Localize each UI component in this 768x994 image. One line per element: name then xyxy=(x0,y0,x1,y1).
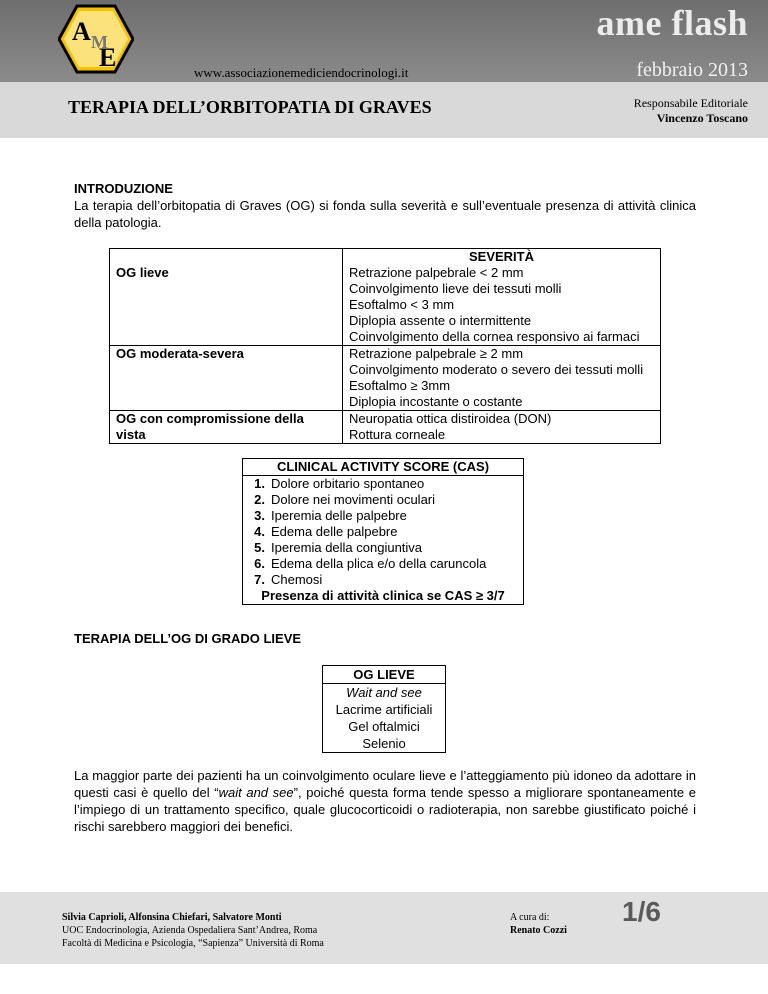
cas-item-text: Edema della plica e/o della caruncola xyxy=(271,556,487,571)
severity-item: Retrazione palpebrale < 2 mm xyxy=(349,265,524,280)
severity-item: Rottura corneale xyxy=(349,427,446,442)
therapy-text-start: La maggior parte dei pazienti ha un coinvolgimento oculare lieve e l’atteggiamento più idoneo da adottare in questi casi è quello del “ xyxy=(74,768,696,800)
therapy-text-end: ”, poiché questa forma tende spesso a migliorare spontaneamente e l’impiego di un trattamento specifico, quale glucocorticoidi o radioterapia, non sarebbe giustificato poiché i rischi sarebbero maggiori dei benefici. xyxy=(74,785,696,834)
og-lieve-item: Wait and see xyxy=(346,685,422,700)
logo-letter-m: M xyxy=(91,32,108,52)
cas-header: CLINICAL ACTIVITY SCORE (CAS) xyxy=(243,459,524,476)
cas-item xyxy=(249,556,517,572)
cas-item xyxy=(249,540,517,556)
cas-item-text: Edema delle palpebre xyxy=(271,524,398,539)
footer-curator: Renato Cozzi xyxy=(510,925,567,936)
og-lieve-item: Selenio xyxy=(362,736,406,751)
page-number: 1/6 xyxy=(622,896,661,927)
brand-title: ame flash xyxy=(596,3,748,43)
cas-item-number: 1. xyxy=(254,476,265,491)
editor-label: Responsabile Editoriale xyxy=(633,96,748,110)
og-lieve-table xyxy=(322,665,446,753)
editor-name: Vincenzo Toscano xyxy=(656,111,748,125)
cas-footer: Presenza di attività clinica se CAS ≥ 3/7 xyxy=(261,588,505,603)
logo-letter-e: E xyxy=(99,43,117,72)
severity-table xyxy=(109,248,661,444)
issue-date: febbraio 2013 xyxy=(636,59,748,81)
cas-list xyxy=(243,476,524,589)
severity-item: Diplopia assente o intermittente xyxy=(349,313,532,328)
footer-curated-label: A cura di: xyxy=(510,912,550,923)
cas-item xyxy=(249,572,517,588)
cas-item xyxy=(249,476,517,492)
severity-corner-cell xyxy=(110,249,343,266)
severity-item: Coinvolgimento moderato o severo dei tessuti molli xyxy=(349,362,644,377)
severity-item: Retrazione palpebrale ≥ 2 mm xyxy=(349,346,524,361)
therapy-text-italic: wait and see xyxy=(218,785,294,800)
therapy-heading: TERAPIA DELL’OG DI GRADO LIEVE xyxy=(74,631,302,646)
severity-header: SEVERITÀ xyxy=(343,249,661,266)
severity-item: Neuropatia ottica distiroidea (DON) xyxy=(349,411,552,426)
og-lieve-item: Lacrime artificiali xyxy=(335,702,433,717)
severity-items-lieve xyxy=(343,265,661,346)
severity-item: Diplopia incostante o costante xyxy=(349,394,523,409)
ame-logo xyxy=(58,4,134,74)
footer-unit: UOC Endocrinologia, Azienda Ospedaliera Sant’Andrea, Roma xyxy=(62,925,318,936)
severity-label-lieve: OG lieve xyxy=(110,265,343,346)
page-title: TERAPIA DELL’ORBITOPATIA DI GRAVES xyxy=(68,97,432,117)
intro-heading: INTRODUZIONE xyxy=(74,181,173,196)
severity-item: Coinvolgimento lieve dei tessuti molli xyxy=(349,281,562,296)
cas-item-number: 5. xyxy=(254,540,265,555)
cas-item-text: Iperemia delle palpebre xyxy=(271,508,407,523)
severity-label-moderata: OG moderata-severa xyxy=(110,346,343,411)
cas-item-number: 3. xyxy=(254,508,265,523)
severity-label-vista: OG con compromissione della vista xyxy=(110,411,343,444)
cas-table xyxy=(242,458,524,605)
cas-item-text: Dolore nei movimenti oculari xyxy=(271,492,436,507)
og-lieve-item: Gel oftalmici xyxy=(348,719,420,734)
therapy-paragraph xyxy=(74,767,696,835)
severity-items-vista xyxy=(343,411,661,444)
cas-item xyxy=(249,524,517,540)
cas-item-text: Dolore orbitario spontaneo xyxy=(271,476,425,491)
cas-item-number: 6. xyxy=(254,556,265,571)
severity-item: Coinvolgimento della cornea responsivo ai farmaci xyxy=(349,329,640,344)
footer-authors: Silvia Caprioli, Alfonsina Chiefari, Salvatore Monti xyxy=(62,912,282,923)
cas-item-number: 7. xyxy=(254,572,265,587)
cas-item-text: Iperemia della congiuntiva xyxy=(271,540,423,555)
cas-item-number: 2. xyxy=(254,492,265,507)
severity-items-moderata xyxy=(343,346,661,411)
logo-letter-a: A xyxy=(72,17,91,46)
cas-item-text: Chemosi xyxy=(271,572,323,587)
og-lieve-header: OG LIEVE xyxy=(323,666,446,684)
website-link[interactable]: www.associazionemediciendocrinologi.it xyxy=(194,65,409,80)
cas-item xyxy=(249,492,517,508)
intro-paragraph: La terapia dell’orbitopatia di Graves (OG) si fonda sulla severità e sull’eventuale presenza di attività clinica della patologia. xyxy=(74,198,696,230)
footer-faculty: Facoltà di Medicina e Psicologia, “Sapienza” Università di Roma xyxy=(62,938,324,949)
cas-item xyxy=(249,508,517,524)
severity-item: Esoftalmo < 3 mm xyxy=(349,297,455,312)
severity-item: Esoftalmo ≥ 3mm xyxy=(349,378,451,393)
cas-item-number: 4. xyxy=(254,524,265,539)
